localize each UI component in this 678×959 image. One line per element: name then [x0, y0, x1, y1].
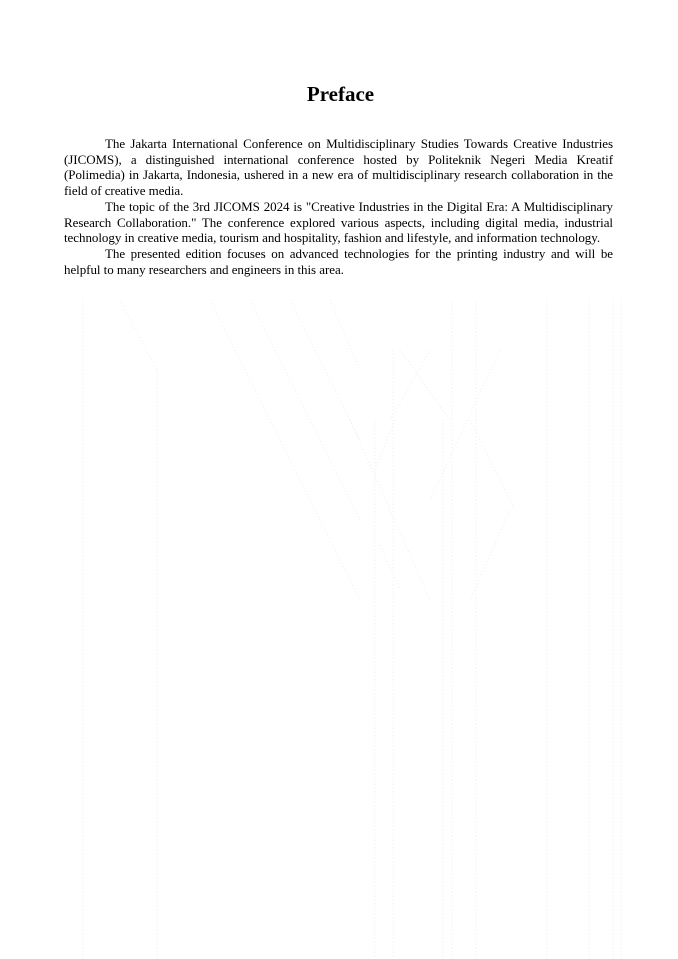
paragraph-edition: The presented edition focuses on advanced technologies for the printing industry and will be helpful to many researchers and engineers in this area.: [64, 245, 613, 277]
page-title: Preface: [306, 82, 375, 106]
paragraph-topic: The topic of the 3rd JICOMS 2024 is "Creative Industries in the Digital Era: A Multidisciplinary Research Collaboration." The conference explored various aspects, including digital media, industrial technology in creative media, tourism and hospitality, fashion and lifestyle, and information technology.: [64, 198, 613, 246]
preface-body: [64, 136, 613, 277]
paragraph-intro: The Jakarta International Conference on Multidisciplinary Studies Towards Creative Industries (JICOMS), a distinguished international conference hosted by Politeknik Negeri Media Kreatif (Polimedia) in Jakarta, Indonesia, ushered in a new era of multidisciplinary research collaboration in the field of creative media.: [64, 136, 613, 199]
